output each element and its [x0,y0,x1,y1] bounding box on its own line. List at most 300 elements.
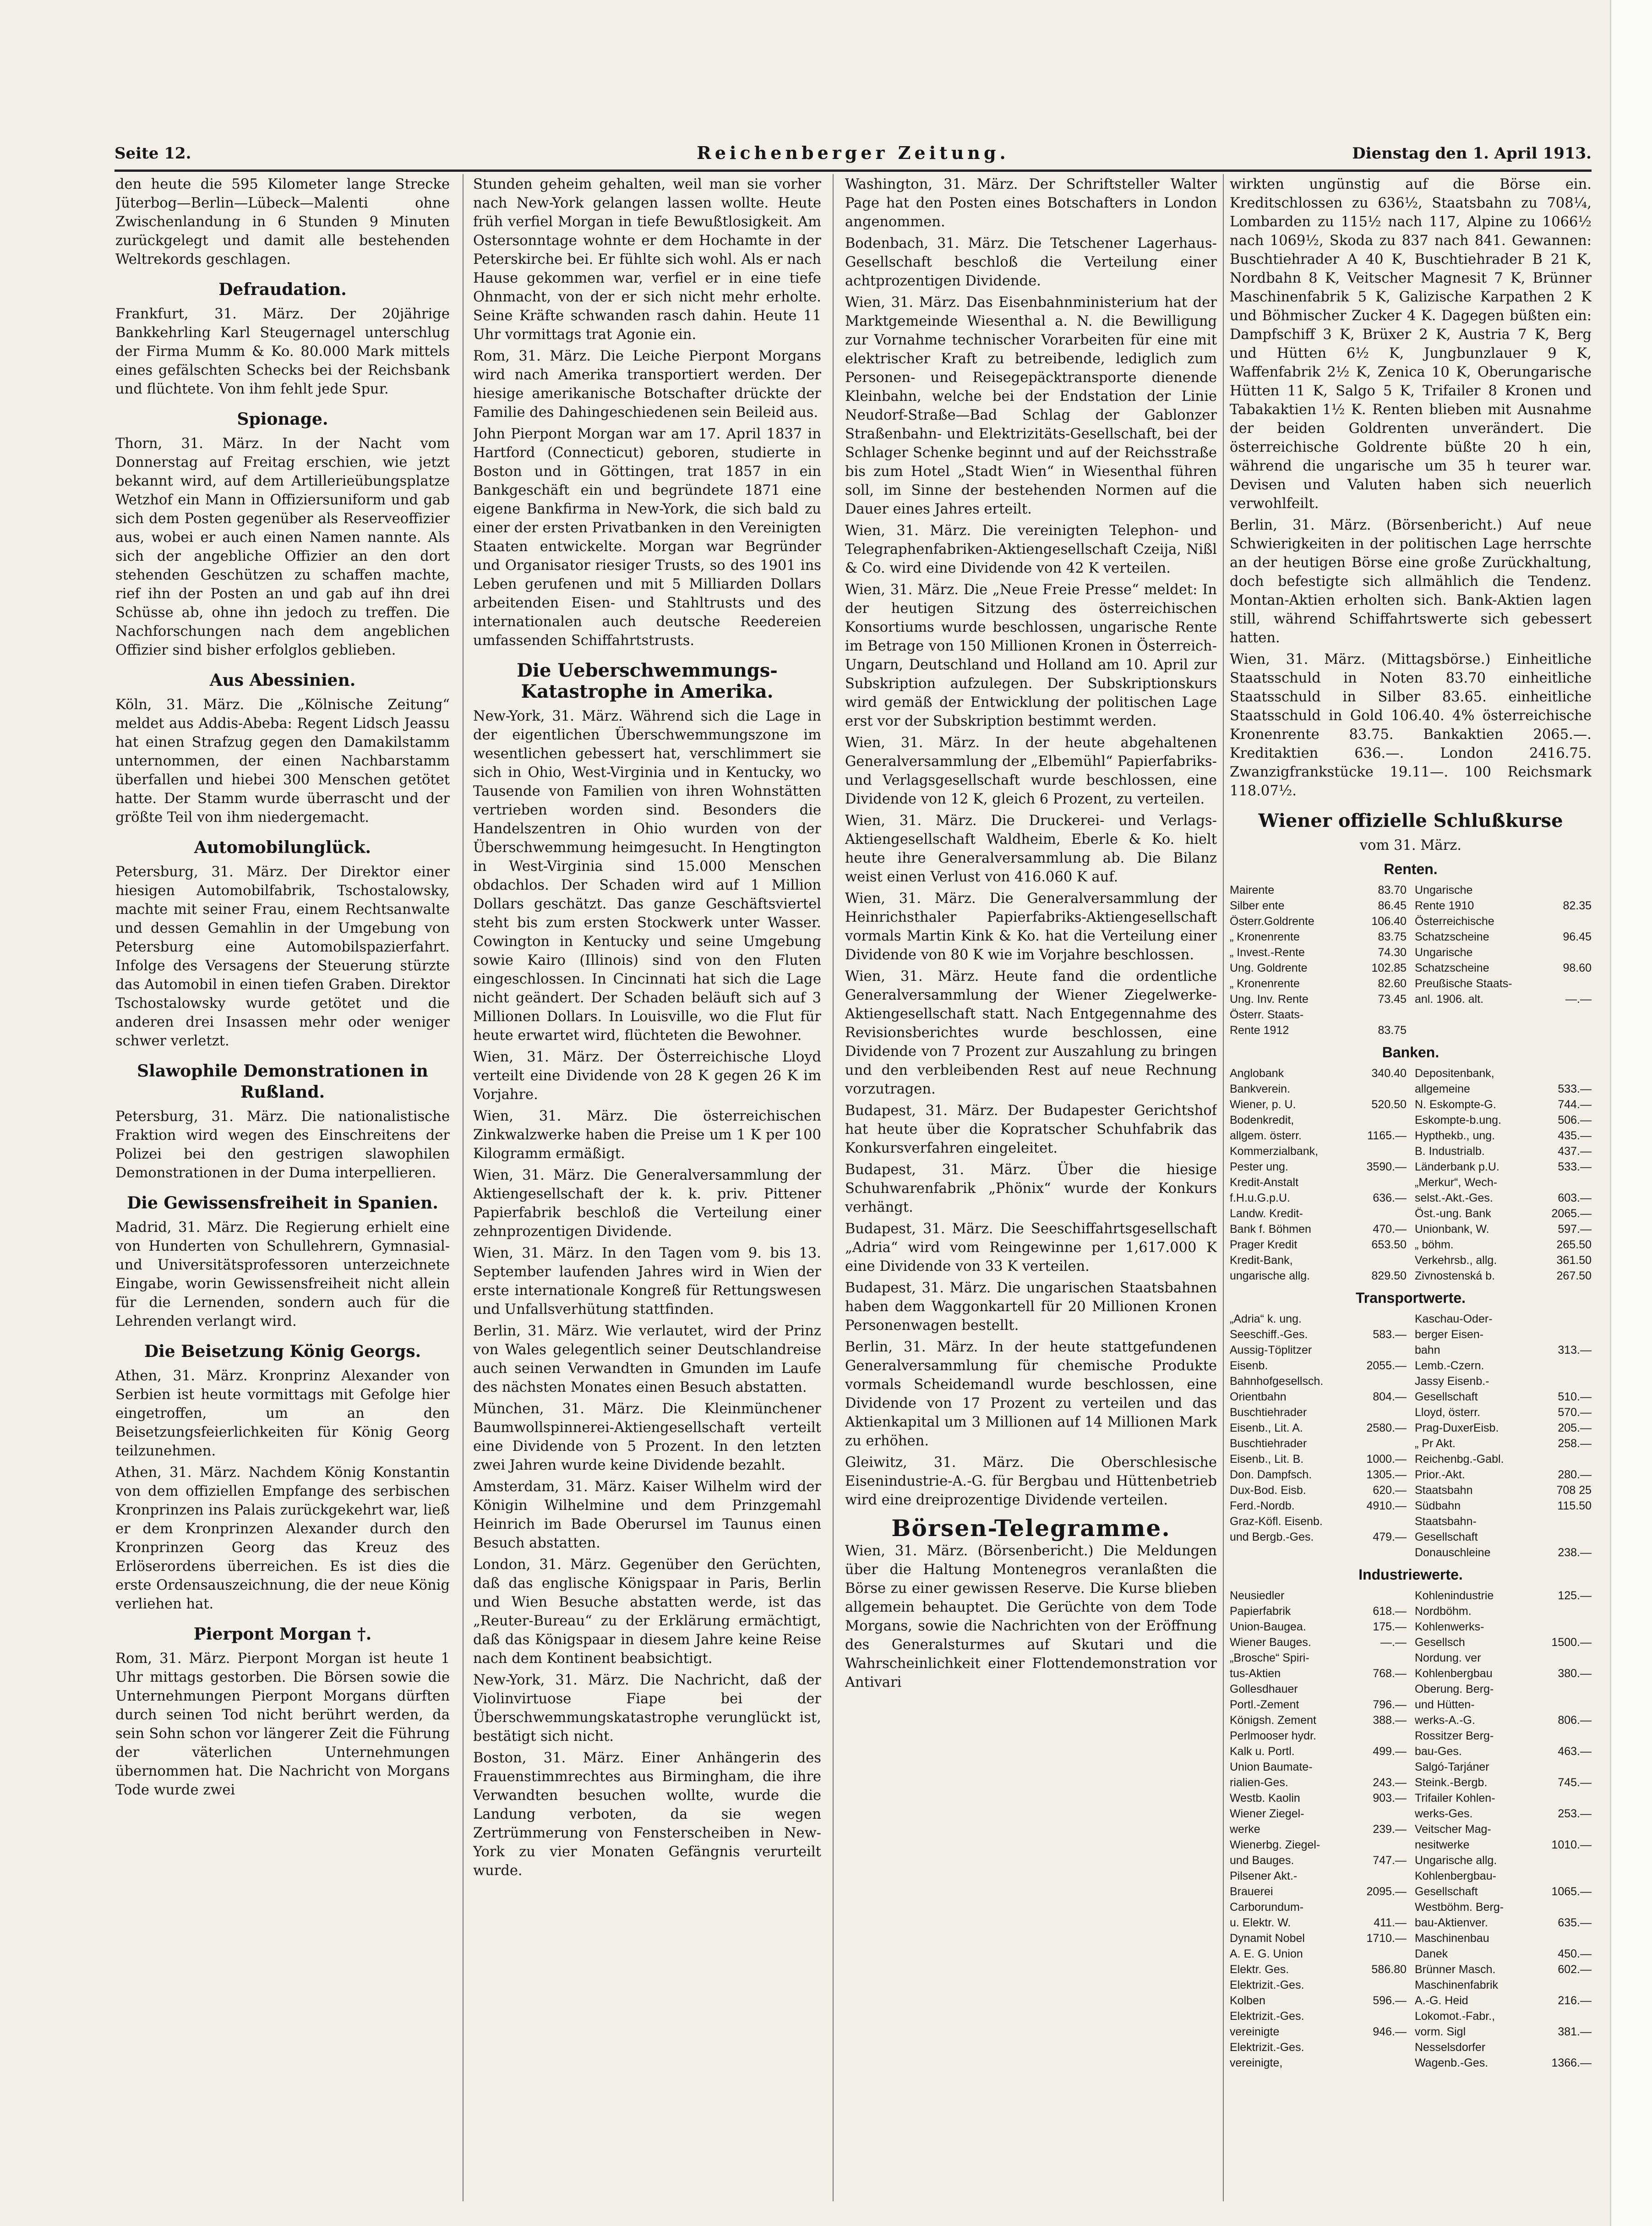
quote-row [1230,1007,1407,1023]
security-name: Wagenb.-Ges. [1415,2056,1488,2069]
article-paragraph: Wien, 31. März. Die „Neue Freie Presse“ meldet: In der heutigen Sitzung des österreichischen Konsortiums wurde beschlossen, ungarische Rente im Betrage von 150 Millionen Kronen in Österreich-Ungarn, Deutschland und Holland am 10. April zur Subskription aufzulegen. Der Subskriptionskurs wird gemäß der Entwicklung der politischen Lage erst vor der Subskription bestimmt werden. [845,582,1217,729]
security-price: 804.— [1373,1390,1407,1403]
column-3 [845,175,1217,2200]
security-price: 435.— [1558,1129,1592,1142]
quote-row [1415,1775,1592,1790]
security-name: Silber ente [1230,899,1285,912]
security-price: 1305.— [1366,1468,1407,1481]
security-name: „Brosche“ Spiri- [1230,1652,1309,1664]
quote-row [1415,1373,1592,1389]
quote-row [1415,1268,1592,1284]
newspaper-title: Reichenberger Zeitung. [697,142,1009,163]
quote-row [1230,1899,1407,1915]
security-price: 267.50 [1556,1269,1592,1282]
article-paragraph: Berlin, 31. März. In der heute stattgefundenen Generalversammlung für chemische Produkte vormals Scheidemandl wurde beschlossen, eine Dividende von 17 Prozent zu verteilen und das Aktienkapital um 3 Millionen auf 14 Millionen Mark zu erhöhen. [845,1339,1217,1449]
quote-row [1415,1588,1592,1603]
security-name: Kohlenindustrie [1415,1589,1494,1602]
quote-row [1230,1206,1407,1221]
quote-row [1230,1467,1407,1482]
section-heading: Slawophile Demonstrationen in Rußland. [137,1061,428,1102]
quote-row [1230,1112,1407,1128]
quote-row [1230,1775,1407,1790]
quote-row [1230,1436,1407,1451]
article-paragraph: Petersburg, 31. März. Die nationalistische Fraktion wird wegen des Einschreitens der Polizei bei den gestrigen slawophilen Demonstrationen in der Duma interpellieren. [115,1109,450,1181]
article-paragraph: Rom, 31. März. Pierpont Morgan ist heute 1 Uhr mittags gestorben. Die Börsen sowie die Unternehmungen Pierpont Morgans dürften durch seinen Tod nicht berührt werden, da sein Sohn schon vor längerer Zeit die Führung der väterlichen Unternehmungen übernommen hat. Die Nachricht von Morgans Tode wurde zwei [115,1651,450,1798]
security-price: 82.60 [1378,977,1407,990]
security-price: 829.50 [1371,1269,1407,1282]
article-paragraph: Wien, 31. März. Die Druckerei- und Verlags-Aktiengesellschaft Waldheim, Eberle & Ko. hielt heute ihre Generalversammlung ab. Die Bilanz weist einen Verlust von 416.060 K auf. [845,813,1217,885]
quote-row [1230,1650,1407,1666]
page-margin [1610,0,1652,2226]
section-heading: Defraudation. [218,280,347,299]
quote-row [1230,1837,1407,1853]
quote-row [1230,929,1407,945]
quote-row [1415,1143,1592,1159]
quote-row [1230,1744,1407,1759]
security-name: Buschtiehrader [1230,1437,1307,1450]
security-name: Österr. Staats- [1230,1008,1304,1021]
quote-row [1415,1712,1592,1728]
security-name: Wiener Ziegel- [1230,1807,1304,1820]
security-name: Eisenb. [1230,1359,1268,1372]
quote-row [1415,976,1592,991]
security-name: Westböhm. Berg- [1415,1901,1504,1914]
article-paragraph: den heute die 595 Kilometer lange Strecke Jüterbog—Berlin—Lübeck—Malenti ohne Zwischenlandung in 6 Stunden 9 Minuten zurückgelegt und damit alle bestehenden Weltrekords geschlagen. [115,176,450,268]
quote-row [1230,1821,1407,1837]
column-2 [473,175,821,2200]
quote-row [1230,1268,1407,1284]
security-name: werks-A.-G. [1415,1714,1475,1727]
security-name: Graz-Köfl. Eisenb. [1230,1515,1323,1528]
quote-row [1230,913,1407,929]
quote-row [1230,1311,1407,1327]
quote-row [1415,1697,1592,1712]
section-heading: Automobilunglück. [194,838,371,857]
security-name: Bankverein. [1230,1083,1291,1095]
security-price: 2065.— [1551,1207,1592,1220]
security-price: 253.— [1558,1807,1592,1820]
article-paragraph: Frankfurt, 31. März. Der 20jährige Bankkehrling Karl Steugernagel unterschlug der Firma Mumm & Ko. 80.000 Mark mittels eines gefälschten Schecks bei der Reichsbank und flüchtete. Von ihm fehlt jede Spur. [115,306,450,397]
quote-row [1230,1728,1407,1744]
security-price: 106.40 [1371,915,1407,928]
quote-row [1230,1806,1407,1821]
quote-row [1415,1175,1592,1190]
security-name: Neusiedler [1230,1589,1285,1602]
page-number: Seite 12. [114,144,191,163]
security-name: Trifailer Kohlen- [1415,1792,1495,1805]
quote-row [1230,1420,1407,1436]
quote-row [1415,1451,1592,1467]
quote-row [1230,1915,1407,1931]
security-name: Rente 1910 [1415,899,1474,912]
security-name: vereinigte [1230,2025,1280,2038]
security-name: Kaschau-Oder- [1415,1313,1493,1325]
security-name: Orientbahn [1230,1390,1287,1403]
security-name: Schatzscheine [1415,962,1489,974]
security-price: 82.35 [1563,899,1592,912]
security-name: B. Industrialb. [1415,1145,1485,1158]
quote-row [1415,1977,1592,1993]
quote-row [1230,1327,1407,1342]
security-name: Oberung. Berg- [1415,1683,1494,1695]
article-paragraph: Budapest, 31. März. Der Budapester Gerichtshof hat heute über die Kopratscher Schuhfabrik das Konkursverfahren eingeleitet. [845,1103,1217,1156]
security-name: Veitscher Mag- [1415,1823,1491,1836]
security-name: Preußische Staats- [1415,977,1512,990]
security-name: „Adria“ k. ung. [1230,1313,1302,1325]
security-name: Union Baumate- [1230,1761,1313,1773]
security-name: Gesellschaft [1415,1390,1478,1403]
security-price: 450.— [1558,1947,1592,1960]
quote-row [1230,1081,1407,1097]
quote-row [1415,2055,1592,2071]
section-heading: Aus Abessinien. [209,671,356,690]
quote-row [1230,1097,1407,1112]
security-name: Maschinenfabrik [1415,1979,1499,1991]
security-price: 620.— [1373,1484,1407,1497]
quote-row [1230,1342,1407,1358]
security-price: 74.30 [1378,946,1407,959]
quote-row [1415,1806,1592,1821]
column-1 [115,175,450,2200]
quote-row [1415,1252,1592,1268]
security-name: Nesselsdorfer [1415,2041,1486,2054]
quotes-list [1230,1066,1407,1284]
security-name: Jassy Eisenb.- [1415,1375,1489,1388]
quote-row [1415,1342,1592,1358]
quote-row [1415,1358,1592,1373]
security-name: Südbahn [1415,1499,1461,1512]
security-name: Ung. Goldrente [1230,962,1308,974]
security-name: Depositenbank, [1415,1067,1494,1080]
security-price: 510.— [1558,1390,1592,1403]
security-price: 1065.— [1551,1885,1592,1898]
security-price: 3590.— [1366,1160,1407,1173]
quote-row [1230,1358,1407,1373]
quotes-list [1415,882,1592,1038]
quote-row [1415,1853,1592,1868]
security-name: Pilsener Akt.- [1230,1870,1298,1882]
article-paragraph: Berlin, 31. März. (Börsenbericht.) Auf neue Schwierigkeiten in der politischen Lage herrschte an der heutigen Börse eine große Zurückhaltung, doch befestigte sich allmählich die Tendenz. Montan-Aktien erholten sich. Bank-Aktien lagen still, während Schiffahrtswerte sich gebessert hatten. [1230,517,1592,646]
article-paragraph: London, 31. März. Gegenüber den Gerüchten, daß das englische Königspaar in Paris, Berlin und Wien Besuche abstatten werde, ist das „Reuter-Bureau“ zu der Erklärung ermächtigt, daß das Königspaar in diesem Jahre keine Reise nach dem Kontinent beabsichtigt. [473,1557,821,1667]
quote-row [1415,1619,1592,1635]
security-name: tus-Aktien [1230,1667,1281,1680]
security-name: Aussig-Töplitzer [1230,1344,1312,1356]
article-paragraph: Gleiwitz, 31. März. Die Oberschlesische Eisenindustrie-A.-G. für Bergbau und Hüttenbetrieb wird eine dreiprozentige Dividende verteilen. [845,1455,1217,1508]
quote-row [1415,1237,1592,1252]
quote-row [1415,1744,1592,1759]
section-heading: Börsen-Telegramme. [891,1515,1171,1542]
security-name: Don. Dampfsch. [1230,1468,1312,1481]
security-name: „ Kronenrente [1230,977,1300,990]
quotes-list [1230,1311,1407,1560]
security-name: Zivnostenská b. [1415,1269,1495,1282]
security-price: 2095.— [1366,1885,1407,1898]
security-name: Kolben [1230,1994,1265,2007]
quote-row [1415,1545,1592,1560]
security-price: 96.45 [1563,930,1592,943]
article-paragraph: Köln, 31. März. Die „Kölnische Zeitung“ meldet aus Addis-Abeba: Regent Lidsch Jeassu hat einen Strafzug gegen den Damakilstamm unternommen, der einen Nachbarstamm überfallen und hiebei 300 Menschen getötet hatte. Der Stamm wurde überrascht und der größte Teil von ihm niedergemacht. [115,697,450,826]
security-name: Nordung. ver [1415,1652,1481,1664]
quote-row [1230,898,1407,913]
security-name: nesitwerke [1415,1838,1470,1851]
quote-row [1230,1931,1407,1946]
quote-row [1230,1373,1407,1389]
quotes-list [1415,1588,1592,2071]
quote-row [1230,2055,1407,2071]
security-name: Ferd.-Nordb. [1230,1499,1295,1512]
article-paragraph: Wien, 31. März. Der Österreichische Lloyd verteilt eine Dividende von 28 K gegen 26 K im Vorjahre. [473,1049,821,1103]
security-name: vorm. Sigl [1415,2025,1466,2038]
security-name: Wienerbg. Ziegel- [1230,1838,1320,1851]
quote-row [1415,882,1592,898]
article-paragraph: Wien, 31. März. In der heute abgehaltenen Generalversammlung der „Elbemühl“ Papierfabriks- und Verlagsgesellschaft wurde beschlossen, eine Dividende von 12 K, gleich 6 Prozent, zu verteilen. [845,735,1217,807]
issue-date: Dienstag den 1. April 1913. [1352,144,1592,163]
security-name: Anglobank [1230,1067,1284,1080]
security-name: Staatsbahn- [1415,1515,1477,1528]
quote-row [1415,1728,1592,1744]
security-name: selst.-Akt.-Ges. [1415,1192,1493,1204]
stock-quotes [1230,859,1592,2071]
security-price: 125.— [1558,1589,1592,1602]
stock-report-text [1230,175,1592,800]
security-price: 239.— [1373,1823,1407,1836]
quote-row [1415,1635,1592,1650]
quote-row [1415,1899,1592,1915]
article-paragraph: John Pierpont Morgan war am 17. April 1837 in Hartford (Connecticut) geboren, studierte in Boston und in Göttingen, trat 1857 in ein Bankgeschäft ein und begründete 1871 eine eigene Bankfirma in New-York, die sich bald zu einer der ersten Privatbanken in den Vereinigten Staaten entwickelte. Morgan war Begründer und Organisator riesiger Trusts, so des 1901 ins Leben gerufenen und mit 5 Milliarden Dollars arbeitenden Eisen- und Stahltrusts und des internationalen auch deutsche Reedereien umfassenden Schiffahrtstrusts. [473,426,821,649]
security-price: 265.50 [1556,1238,1592,1251]
quote-row [1415,1467,1592,1482]
article-paragraph: Petersburg, 31. März. Der Direktor einer hiesigen Automobilfabrik, Tschostalowsky, machte mit seiner Frau, einem Rechtsanwalte und dessen Gemahlin in der Umgebung von Petersburg eine Automobilspazierfahrt. Infolge des Versagens der Steuerung stürzte das Automobil in einen tiefen Graben. Direktor Tschostalowsky wurde getötet und die anderen drei Insassen mehr oder weniger schwer verletzt. [115,864,450,1049]
quote-row [1415,1915,1592,1931]
security-price: 747.— [1373,1854,1407,1867]
security-name: Kohlenwerks- [1415,1620,1484,1633]
security-name: Prag-DuxerEisb. [1415,1422,1499,1434]
security-name: bau-Aktienver. [1415,1916,1488,1929]
quote-row [1415,1931,1592,1946]
quote-row [1415,1681,1592,1697]
quote-row [1230,1514,1407,1529]
quote-row [1230,1868,1407,1884]
quote-row [1415,929,1592,945]
security-price: 806.— [1558,1714,1592,1727]
quote-row [1230,1946,1407,1962]
security-name: Öst.-ung. Bank [1415,1207,1491,1220]
security-price: 388.— [1373,1714,1407,1727]
quote-row [1230,1603,1407,1619]
article-paragraph: Wien, 31. März. Heute fand die ordentliche Generalversammlung der Wiener Ziegelwerke-Aktiengesellschaft statt. Nach Entgegennahme des Revisionsberichtes wurde beschlossen, eine Dividende von 7 Prozent zur Auszahlung zu bringen und den verbleibenden Rest auf neue Rechnung vorzutragen. [845,968,1217,1097]
column-divider [1223,174,1224,2201]
quote-row [1415,1603,1592,1619]
quote-row [1415,1884,1592,1899]
security-name: allgem. österr. [1230,1129,1302,1142]
security-name: „Merkur“, Wech- [1415,1176,1498,1189]
quotes-list [1230,882,1407,1038]
security-name: Dux-Bod. Eisb. [1230,1484,1306,1497]
security-price: 479.— [1373,1531,1407,1543]
security-name: rialien-Ges. [1230,1776,1288,1789]
security-name: Brauerei [1230,1885,1273,1898]
security-name: Bodenkredit, [1230,1114,1294,1127]
quote-row [1415,2024,1592,2040]
quote-row [1230,1977,1407,1993]
security-price: 98.60 [1563,962,1592,974]
security-price: 361.50 [1556,1254,1592,1267]
security-price: 533.— [1558,1083,1592,1095]
article-paragraph: Wien, 31. März. Die österreichischen Zinkwalzwerke haben die Preise um 1 K per 100 Kilogramm ermäßigt. [473,1108,821,1162]
quote-row [1230,1529,1407,1545]
quote-row [1230,882,1407,898]
security-name: „ Pr Akt. [1415,1437,1456,1450]
security-price: 115.50 [1557,1499,1592,1512]
quote-row [1415,1790,1592,1806]
security-name: u. Elektr. W. [1230,1916,1291,1929]
security-price: 796.— [1373,1698,1407,1711]
quote-row [1230,1023,1407,1038]
security-name: Eskompte-b.ung. [1415,1114,1501,1127]
article-paragraph: Rom, 31. März. Die Leiche Pierpont Morgans wird nach Amerika transportiert werden. Der hiesige amerikanische Botschafter drückte der Familie des Dahingeschiedenen sein Beileid aus. [473,348,821,421]
quote-row [1415,1405,1592,1420]
quote-row [1415,991,1592,1007]
quote-row [1230,1498,1407,1514]
quote-row [1230,960,1407,976]
security-name: Kohlenbergbau [1415,1667,1493,1680]
security-name: Österr.Goldrente [1230,915,1314,928]
quote-row [1415,1128,1592,1143]
quote-row [1415,1112,1592,1128]
article-paragraph: Budapest, 31. März. Die Seeschiffahrtsgesellschaft „Adria“ wird vom Reingewinne per 1,617.000 K eine Dividende von 33 K verteilen. [845,1221,1217,1274]
security-price: 83.75 [1378,1024,1407,1037]
security-price: 745.— [1558,1776,1592,1789]
security-price: 83.75 [1378,930,1407,943]
security-name: Kredit-Anstalt [1230,1176,1299,1189]
quote-row [1230,991,1407,1007]
security-price: 708 25 [1556,1484,1592,1497]
article-paragraph: Wien, 31. März. (Börsenbericht.) Die Meldungen über die Haltung Montenegros veranlaßten die Börse zu einer gewissen Reserve. Die Kurse blieben allgemein behauptet. Die Gerüchte von dem Tode Morgans, sowie die Nachrichten von der Eröffnung des Generalsturmes auf Skutari und die Wahrscheinlichkeit einer Flottendemonstration vor Antivari [845,1543,1217,1690]
quote-row [1415,898,1592,913]
quote-row [1230,1853,1407,1868]
quote-row [1415,1206,1592,1221]
security-name: Westb. Kaolin [1230,1792,1300,1805]
security-name: Salgó-Tarjáner [1415,1761,1489,1773]
quote-row [1230,1128,1407,1143]
security-name: Kommerzialbank, [1230,1145,1319,1158]
quotes-heading: Wiener offizielle Schlußkurse [1258,810,1563,831]
article-paragraph: New-York, 31. März. Während sich die Lage in der eigentlichen Überschwemmungszone im wesentlichen gebessert hat, verschlimmert sie sich in Ohio, West-Virginia und in Kentucky, wo Tausende von Familien von ihren Wohnstätten vertrieben worden sind. Besonders die Handelszentren in Ohio wurden von der Überschwemmung heimgesucht. In Hengtington in West-Virginia sind 15.000 Menschen obdachlos. Der Schaden wird auf 1 Million Dollars geschätzt. Das ganze Geschäftsviertel steht bis zum ersten Stockwerk unter Wasser. Cowington in Kentucky und seine Umgebung sowie Kairo (Illinois) sind von den Fluten eingeschlossen. In Cincinnati hat sich die Lage nicht geändert. Der Schaden beläuft sich auf 3 Millionen Dollars. In Louisville, wo die Flut für heute erwartet wird, flüchteten die Bewohner. [473,708,821,1044]
quotes-section-heading: Industriewerte. [1358,1566,1463,1583]
security-price: 635.— [1558,1916,1592,1929]
quote-row [1415,2008,1592,2024]
security-price: 520.50 [1371,1098,1407,1111]
security-price: 2055.— [1366,1359,1407,1372]
security-name: Länderbank p.U. [1415,1160,1499,1173]
quotes-section-heading: Transportwerte. [1355,1290,1466,1306]
quote-row [1230,1666,1407,1681]
security-name: Buschtiehrader [1230,1406,1307,1419]
quote-row [1415,1759,1592,1775]
quote-row [1230,1697,1407,1712]
article-paragraph: Washington, 31. März. Der Schriftsteller Walter Page hat den Posten eines Botschafters in London angenommen. [845,176,1217,230]
quotes-list [1415,1066,1592,1284]
security-name: Bank f. Böhmen [1230,1223,1311,1236]
security-name: Kalk u. Portl. [1230,1745,1295,1758]
security-name: anl. 1906. alt. [1415,993,1484,1006]
security-price: 586.80 [1371,1963,1407,1976]
security-name: „ Kronenrente [1230,930,1300,943]
quote-row [1415,1389,1592,1405]
security-price: 216.— [1558,1994,1592,2007]
security-price: 411.— [1374,1916,1407,1929]
security-name: Wiener, p. U. [1230,1098,1296,1111]
quote-row [1415,960,1592,976]
article-paragraph: Boston, 31. März. Einer Anhängerin des Frauenstimmrechtes aus Birmingham, die ihre Verwandten besuchen wollte, wurde die Landung verboten, da sie wegen Zertrümmerung von Fensterscheiben in New-York zu vier Monaten Gefängnis verurteilt wurde. [473,1750,821,1879]
security-name: Gesellsch [1415,1636,1465,1649]
quote-row [1230,1405,1407,1420]
article-paragraph: New-York, 31. März. Die Nachricht, daß der Violinvirtuose Fiape bei der Überschwemmungskatastrophe verunglückt ist, bestätigt sich nicht. [473,1672,821,1745]
quote-row [1415,1650,1592,1666]
security-name: Unionbank, W. [1415,1223,1489,1236]
security-name: Reichenbg.-Gabl. [1415,1453,1504,1466]
security-price: —.— [1565,993,1592,1006]
quote-row [1230,1451,1407,1467]
quote-row [1230,2008,1407,2024]
article-paragraph: wirkten ungünstig auf die Börse ein. Kreditschlossen zu 636½, Staatsbahn zu 708¼, Lombarden zu 115½ nach 117, Alpine zu 1066½ nach 1069½, Skoda zu 837 nach 841. Gewannen: Buschtiehrader A 40 K, Buschtiehrader B 21 K, Nordbahn 8 K, Veitscher Magnesit 7 K, Brünner Maschinenfabrik 5 K, Galizische Karpathen 2 K und Böhmischer Zucker 4 K. Dagegen büßten ein: Dampfschiff 3 K, Brüxer 2 K, Austria 7 K, Berg und Hütten 6½ K, Jungbunzlauer 9 K, Waffenfabrik 2½ K, Zenica 10 K, Oberungarische Hütten 11 K, Salgo 5 K, Trifailer 8 Kronen und Tabakaktien 1½ K. Renten blieben mit Ausnahme der beiden Goldrenten unverändert. Die österreichische Goldrente büßte 20 h ein, während die ungarische um 35 h teurer war. Devisen und Valuten haben sich neuerlich verwohlfeilt. [1230,176,1592,512]
quote-row [1230,1712,1407,1728]
security-price: 86.45 [1378,899,1407,912]
security-price: 946.— [1373,2025,1407,2038]
quote-row [1230,1237,1407,1252]
security-price: 1366.— [1551,2056,1592,2069]
security-name: Kohlenbergbau- [1415,1870,1496,1882]
quote-row [1230,1635,1407,1650]
quote-row [1230,1790,1407,1806]
security-price: 499.— [1373,1745,1407,1758]
security-name: Donauschleine [1415,1546,1491,1559]
security-name: Ungarische [1415,884,1473,897]
security-price: 470.— [1373,1223,1407,1236]
security-name: „ Invest.-Rente [1230,946,1305,959]
article-paragraph: Wien, 31. März. (Mittagsbörse.) Einheitliche Staatsschuld in Noten 83.70 einheitliche Staatsschuld in Silber 83.65. einheitliche Staatsschuld in Gold 106.40. 4% österreichische Kronenrente 83.75. Bankaktien 2065.—. Kreditaktien 636.—. London 2416.75. Zwanzigfrankstücke 19.11—. 100 Reichsmark 118.07½. [1230,651,1592,799]
article-paragraph: Amsterdam, 31. März. Kaiser Wilhelm wird der Königin Wilhelmine und dem Prinzgemahl Heinrich im Bade Oberursel im Taunus einen Besuch abstatten. [473,1479,821,1551]
quote-row [1230,1066,1407,1081]
column-divider [833,174,834,2201]
quote-row [1415,1962,1592,1977]
security-name: Österreichische [1415,915,1494,928]
quote-row [1230,2024,1407,2040]
quote-row [1230,1588,1407,1603]
quote-row [1415,1482,1592,1498]
security-price: 381.— [1558,2025,1592,2038]
security-name: Rossitzer Berg- [1415,1729,1494,1742]
quote-row [1230,1759,1407,1775]
quote-row [1415,1993,1592,2008]
security-name: Ungarische [1415,946,1473,959]
security-name: Prager Kredit [1230,1238,1298,1251]
security-price: 583.— [1373,1328,1407,1341]
quote-row [1230,1143,1407,1159]
quote-row [1415,945,1592,960]
security-name: Gollesdhauer [1230,1683,1298,1695]
security-price: 463.— [1558,1745,1592,1758]
security-name: Ung. Inv. Rente [1230,993,1309,1006]
article-paragraph: Wien, 31. März. Die vereinigten Telephon- und Telegraphenfabriken-Aktiengesellschaft Czeija, Nißl & Co. wird eine Dividende von 42 K verteilen. [845,523,1217,576]
security-name: allgemeine [1415,1083,1470,1095]
security-name: vereinigte, [1230,2056,1283,2069]
security-name: Verkehrsb., allg. [1415,1254,1497,1267]
quote-row [1415,1081,1592,1097]
security-price: 83.70 [1378,884,1407,897]
security-name: Eisenb., Lit. A. [1230,1422,1303,1434]
article-paragraph: Stunden geheim gehalten, weil man sie vorher nach New-York gelangen lassen wollte. Heute früh verfiel Morgan in tiefe Bewußtlosigkeit. Am Ostersonntage wohnte er dem Hochamte in der Peterskirche bei. Er fühlte sich wohl. Als er nach Hause gekommen war, verfiel er in eine tiefe Ohnmacht, von der er sich nicht mehr erholte. Seine Kräfte schwanden rasch dahin. Heute 11 Uhr vormittags trat Agonie ein. [473,176,821,343]
